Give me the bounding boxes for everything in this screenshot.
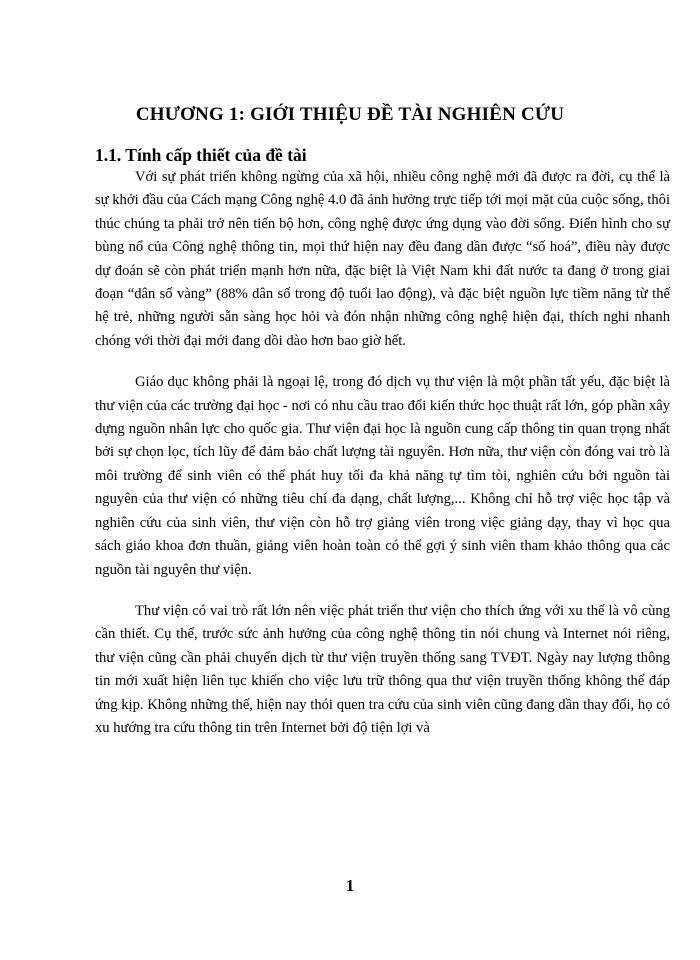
section-heading: 1.1. Tính cấp thiết của đề tài: [95, 145, 307, 165]
paragraph-2: Giáo dục không phải là ngoại lệ, trong đó dịch vụ thư viện là một phần tất yếu, đặc biệt là thư viện của các trường đại học - nơi có nhu cầu trao đổi kiến thức học thuật rất lớn, góp phần xây dựng nguồn nhân lực cho quốc gia. Thư viện đại học là nguồn cung cấp thông tin quan trọng nhất bởi sự chọn lọc, tích lũy để đảm bảo chất lượng tài nguyên. Hơn nữa, thư viện còn đóng vai trò là môi trường để sinh viên có thể phát huy tối đa khả năng tự tìm tòi, nghiên cứu bởi nguồn tài nguyên của thư viện có những tiêu chí đa dạng, chất lượng,... Không chỉ hỗ trợ việc học tập và nghiên cứu của sinh viên, thư viện còn hỗ trợ giảng viên trong việc giảng dạy, thay vì học qua sách giáo khoa đơn thuần, giảng viên hoàn toàn có thể gợi ý sinh viên tham khảo thông qua các nguồn tài nguyên thư viện.: [95, 374, 670, 578]
body-text: [95, 166, 670, 758]
chapter-title: CHƯƠNG 1: GIỚI THIỆU ĐỀ TÀI NGHIÊN CỨU: [135, 104, 565, 125]
paragraph-3: Thư viện có vai trò rất lớn nên việc phát triển thư viện cho thích ứng với xu thế là vô cùng cần thiết. Cụ thể, trước sức ảnh hưởng của công nghệ thông tin nói chung và Internet nói riêng, thư viện cũng cần phải chuyển dịch từ thư viện truyền thống sang TVĐT. Ngày nay lượng thông tin mới xuất hiện liên tục khiến cho việc lưu trữ thông qua thư viện truyền thống không thể đáp ứng kịp. Không những thế, hiện nay thói quen tra cứu của sinh viên cũng đang dần thay đổi, họ có xu hướng tra cứu thông tin trên Internet bởi độ tiện lợi và: [95, 602, 670, 736]
page-number: 1: [345, 876, 355, 895]
paragraph-1: Với sự phát triển không ngừng của xã hội, nhiều công nghệ mới đã được ra đời, cụ thể là sự khởi đầu của Cách mạng Công nghệ 4.0 đã ảnh hưởng trực tiếp tới mọi mặt của cuộc sống, thôi thúc chúng ta phải trở nên tiến bộ hơn, công nghệ được ứng dụng vào đời sống. Điển hình cho sự bùng nổ của Công nghệ thông tin, mọi thứ hiện nay đều đang dần được “số hoá”, điều này được dự đoán sẽ còn phát triển mạnh hơn nữa, đặc biệt là Việt Nam khi đất nước ta đang ở trong giai đoạn “dân số vàng” (88% dân số trong độ tuổi lao động), và đặc biệt nguồn lực tiềm năng từ thế hệ trẻ, những người sẵn sàng học hỏi và đón nhận những công nghệ hiện đại, thích nghi nhanh chóng với thời đại mới đang dồi dào hơn bao giờ hết.: [95, 169, 670, 349]
